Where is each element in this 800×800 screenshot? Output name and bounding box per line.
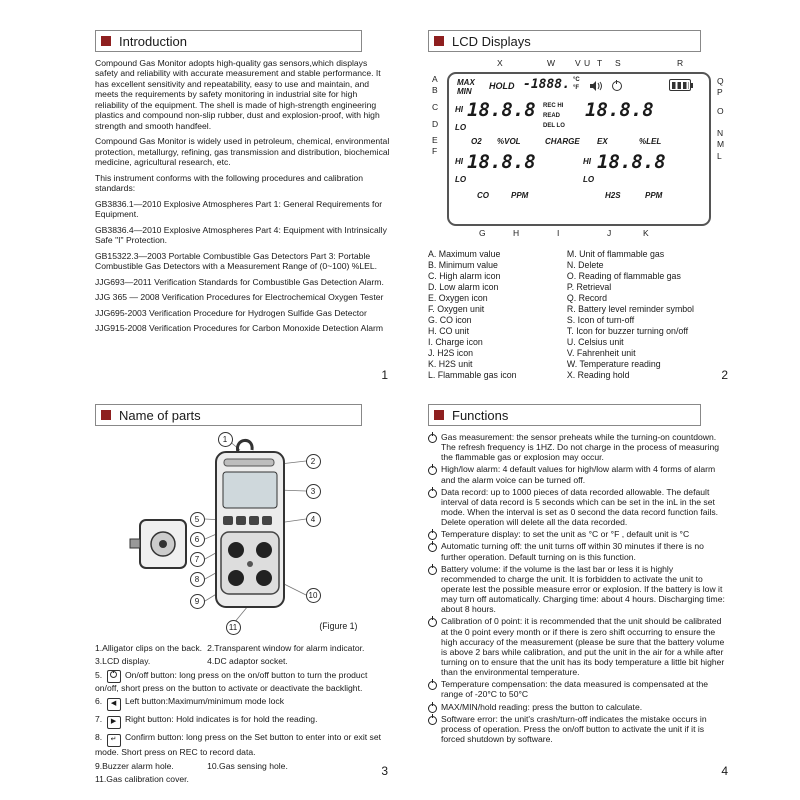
callout-number: 9 <box>190 594 205 609</box>
page-introduction <box>95 30 390 382</box>
function-item <box>428 487 730 528</box>
low-alarm-icon: LO <box>455 123 467 132</box>
function-text: Temperature display: to set the unit as °C or °F , default unit is °C <box>441 529 690 540</box>
callout-number: 8 <box>190 572 205 587</box>
callout-letter: V <box>575 58 581 68</box>
page-number: 2 <box>721 368 728 382</box>
function-text: Software error: the unit's crash/turn-off indicates the mistake occurs in process of operation. Press the on/off button to activate the unit if it is forced shutdown by software. <box>441 713 707 744</box>
flammable-gas-icon: EX <box>597 137 608 146</box>
legend-item: C. High alarm icon <box>428 271 501 281</box>
part-text: 1.Alligator clips on the back. <box>95 643 203 653</box>
section-header <box>95 30 362 52</box>
part-number: 5. <box>95 669 103 680</box>
callout-letter: O <box>717 106 724 116</box>
paragraph: JJG693—2011 Verification Standards for Combustible Gas Detection Alarm. <box>95 276 384 287</box>
power-bullet-icon <box>428 566 437 575</box>
callout-letter: F <box>432 146 438 156</box>
callout-letter: H <box>513 228 520 238</box>
legend-row <box>428 359 730 370</box>
function-text: Gas measurement: the sensor preheats while the turning-on countdown. The refresh frequency is 1HZ. Do not charge in the process of measuring the flammable gas or explosion may occur. <box>441 432 720 463</box>
callout-letter: T <box>597 58 603 68</box>
section-title: Introduction <box>119 33 187 49</box>
legend-row <box>428 315 730 326</box>
callout-letter: D <box>432 119 439 129</box>
buzzer-icon <box>590 79 604 97</box>
callout-number: 10 <box>306 588 321 603</box>
part-item-row <box>95 774 390 784</box>
legend-item: J. H2S icon <box>428 348 473 358</box>
function-item <box>428 564 730 615</box>
function-text: Temperature compensation: the data measured is compensated at the range of -20°C to 50°C <box>441 679 709 700</box>
part-text: 9.Buzzer alarm hole. <box>95 760 174 771</box>
legend-item: B. Minimum value <box>428 260 498 270</box>
function-text: Data record: up to 1000 pieces of data recorded allowable. The default interval of data record is 5 seconds which can be set in the inL in the set mode. When the interval is set as 0 second the data record function fails. Delete operation will delete all the data recorded. <box>441 486 719 528</box>
section-title: Functions <box>452 407 509 423</box>
legend-row <box>428 249 730 260</box>
high-alarm-icon: HI <box>455 105 463 114</box>
part-item-row <box>95 761 390 771</box>
callout-letter: N <box>717 128 724 138</box>
function-item <box>428 541 730 561</box>
function-item <box>428 529 730 539</box>
callout-letter: C <box>432 102 439 112</box>
high-alarm-icon: HI <box>455 157 463 166</box>
legend-row <box>428 260 730 271</box>
left-arrow-icon: ◀ <box>107 698 121 711</box>
rec-hi-indicator: REC HI <box>543 103 564 109</box>
callout-letter: J <box>607 228 612 238</box>
callout-number: 3 <box>306 484 321 499</box>
read-indicator: READ <box>543 113 561 119</box>
function-item <box>428 702 730 712</box>
function-item <box>428 464 730 484</box>
section-marker <box>434 410 444 420</box>
callout-letter: Q <box>717 76 724 86</box>
callout-letter: E <box>432 135 438 145</box>
h2s-icon: H2S <box>605 191 621 200</box>
legend-item: H. CO unit <box>428 326 470 336</box>
charge-indicator: CHARGE <box>545 137 580 146</box>
oxygen-reading: 18.8.8 <box>467 99 536 121</box>
callout-letter: X <box>497 58 503 68</box>
flammable-reading: 18.8.8 <box>585 99 654 121</box>
legend-row <box>428 326 730 337</box>
legend-item: P. Retrieval <box>566 282 612 292</box>
min-indicator: MIN <box>457 87 472 96</box>
section-title: Name of parts <box>119 407 201 423</box>
section-header <box>428 30 701 52</box>
co-reading: 18.8.8 <box>467 151 536 173</box>
figure-caption: (Figure 1) <box>319 621 358 631</box>
part-text <box>207 774 390 784</box>
legend-item: K. H2S unit <box>428 359 473 369</box>
page-number: 3 <box>381 764 388 778</box>
part-text: On/off button: long press on the on/off button to turn the product on/off, short press on the button to activate or deactivate the backlight. <box>95 669 368 693</box>
paragraph: JJG915-2008 Verification Procedures for Carbon Monoxide Detection Alarm <box>95 323 384 334</box>
paragraph: GB3836.1—2010 Explosive Atmospheres Part 1: General Requirements for Equipment. <box>95 198 383 220</box>
parts-list <box>95 643 390 785</box>
section-marker <box>101 36 111 46</box>
part-number: 7. <box>95 714 103 725</box>
page-functions <box>428 404 730 778</box>
power-bullet-icon <box>428 466 437 475</box>
part-text: Confirm button: long press on the Set button to enter into or exit set mode. Short press on REC to record data. <box>95 732 382 758</box>
function-text: High/low alarm: 4 default values for high/low alarm with 4 forms of alarm and the alarm voice can be turned off. <box>441 464 716 485</box>
part-item <box>95 696 390 711</box>
callout-letter: R <box>677 58 684 68</box>
legend-item: F. Oxygen unit <box>428 304 485 314</box>
lcd-panel <box>447 72 711 226</box>
paragraph: This instrument conforms with the following procedures and calibration standards: <box>95 172 363 194</box>
legend-row <box>428 293 730 304</box>
oxygen-icon: O2 <box>471 137 482 146</box>
callout-letter: P <box>717 87 723 97</box>
section-marker <box>434 36 444 46</box>
paragraph: JJG 365 — 2008 Verification Procedures for Electrochemical Oxygen Tester <box>95 292 384 303</box>
legend-item: E. Oxygen icon <box>428 293 488 303</box>
callout-letter: U <box>584 58 591 68</box>
power-bullet-icon <box>428 704 437 713</box>
callout-number: 4 <box>306 512 321 527</box>
celsius-unit: °C <box>573 77 580 83</box>
part-number: 8. <box>95 732 103 743</box>
paragraph: GB3836.4—2010 Explosive Atmospheres Part 4: Equipment with Intrinsically Safe "I" Protection. <box>95 224 387 246</box>
part-item-row <box>95 656 390 666</box>
callout-number: 7 <box>190 552 205 567</box>
flammable-unit: %LEL <box>639 137 662 146</box>
function-item <box>428 616 730 677</box>
part-number: 6. <box>95 696 103 707</box>
enter-icon: ↵ <box>107 734 121 747</box>
part-text: 11.Gas calibration cover. <box>95 774 189 785</box>
part-item <box>95 732 390 757</box>
callout-letter: G <box>479 228 486 238</box>
callout-letter: K <box>643 228 649 238</box>
function-text: Calibration of 0 point: it is recommended that the unit should be calibrated at the 0 point every month or if there is zero shift occurring to ensure the high accuracy of the measurement (please be sure that the battery volume is above 2 bars while calibration, and put the unit in the air for a while after turning on to ensure that the unit has its body temperature a little bit higher than the environmental temperature. <box>441 616 725 678</box>
function-text: MAX/MIN/hold reading: press the button to calculate. <box>441 701 643 712</box>
oxygen-unit: %VOL <box>497 137 521 146</box>
section-header <box>428 404 701 426</box>
part-text: 3.LCD display. <box>95 656 151 667</box>
callout-number: 1 <box>218 432 233 447</box>
lcd-diagram <box>429 58 729 244</box>
page-name-of-parts <box>95 404 390 785</box>
power-bullet-icon <box>428 543 437 552</box>
paragraph: Compound Gas Monitor adopts high-quality gas sensors,which displays safety and reliability with accurate measurement and stable performance. It has excellent sensitivity and repeatability, easy to use and maintain, and meets the requirements by safety monitoring in industrial site for high reliability of the equipment. The shell is made of high-strength engineering plastics and compound non-slip rubber, dust and explosion-proof, with high strength and smooth handfeel. <box>95 58 381 131</box>
legend-row <box>428 370 730 381</box>
paragraph: JJG695-2003 Verification Procedure for Hydrogen Sulfide Gas Detector <box>95 307 367 318</box>
legend-item: I. Charge icon <box>428 337 483 347</box>
legend-item: O. Reading of flammable gas <box>566 271 681 281</box>
legend-item: M. Unit of flammable gas <box>566 249 665 259</box>
device-figure <box>128 432 358 637</box>
right-arrow-icon: ▶ <box>107 716 121 729</box>
legend-item: V. Fahrenheit unit <box>566 348 636 358</box>
legend-row <box>428 271 730 282</box>
legend-item: Q. Record <box>566 293 607 303</box>
part-text: Left button:Maximum/minimum mode lock <box>124 696 284 707</box>
callout-number: 2 <box>306 454 321 469</box>
legend-row <box>428 282 730 293</box>
callout-number: 11 <box>226 620 241 635</box>
part-text: 4.DC adaptor socket. <box>207 656 288 667</box>
turn-off-icon <box>612 81 622 91</box>
co-unit: PPM <box>511 191 529 200</box>
power-glyph <box>110 671 117 678</box>
legend-item: W. Temperature reading <box>566 359 661 369</box>
legend-item: U. Celsius unit <box>566 337 624 347</box>
power-bullet-icon <box>428 618 437 627</box>
co-icon: CO <box>477 191 489 200</box>
legend-item: A. Maximum value <box>428 249 501 259</box>
legend-item: S. Icon of turn-off <box>566 315 635 325</box>
part-text: 10.Gas sensing hole. <box>207 760 288 771</box>
legend-row <box>428 304 730 315</box>
device-illustration <box>128 432 358 637</box>
callout-letter: I <box>557 228 560 238</box>
page-number: 1 <box>381 368 388 382</box>
fahrenheit-unit: °F <box>573 85 580 91</box>
callout-letter: W <box>547 58 556 68</box>
power-bullet-icon <box>428 716 437 725</box>
callout-letter: M <box>717 139 725 149</box>
power-bullet-icon <box>428 489 437 498</box>
high-alarm-icon: HI <box>583 157 591 166</box>
part-text: Right button: Hold indicates is for hold the reading. <box>124 714 318 725</box>
page-lcd-displays <box>428 30 730 382</box>
lcd-legend <box>428 249 730 381</box>
function-text: Automatic turning off: the unit turns off within 30 minutes if there is no further operation. Default turning on is this function. <box>441 541 704 562</box>
function-item <box>428 432 730 462</box>
h2s-unit: PPM <box>645 191 663 200</box>
callout-letter: A <box>432 74 438 84</box>
page-number: 4 <box>721 764 728 778</box>
power-bullet-icon <box>428 681 437 690</box>
legend-row <box>428 348 730 359</box>
function-item <box>428 714 730 744</box>
legend-item: X. Reading hold <box>566 370 630 380</box>
max-indicator: MAX <box>457 78 475 87</box>
section-marker <box>101 410 111 420</box>
paragraph: Compound Gas Monitor is widely used in petroleum, chemical, environmental protection, metallurgy, refining, gas transmission and distribution, biochemical medicine, agricultural research, etc. <box>95 136 390 168</box>
power-bullet-icon <box>428 434 437 443</box>
legend-row <box>428 337 730 348</box>
callout-number: 5 <box>190 512 205 527</box>
battery-bars <box>672 82 689 89</box>
function-item <box>428 679 730 699</box>
paragraph: GB15322.3—2003 Portable Combustible Gas Detectors Part 3: Portable Combustible Gas Detectors with a Measurement Range of (0~100) %LEL. <box>95 250 378 272</box>
legend-item: G. CO icon <box>428 315 472 325</box>
function-text: Battery volume: if the volume is the last bar or less it is highly recommended to charge the unit. It is forbidden to activate the unit to operate lest the possible measure error or explosion. If the battery is low it may turn off automatically. Charging time: about 4 hours. Discharging time: about 8 hours. <box>441 563 725 615</box>
section-header <box>95 404 362 426</box>
part-item <box>95 670 390 693</box>
part-text: 2.Transparent window for alarm indicator. <box>207 643 365 653</box>
power-icon <box>107 670 121 683</box>
callout-letter: S <box>615 58 621 68</box>
callout-letter: L <box>717 151 722 161</box>
low-alarm-icon: LO <box>583 175 595 184</box>
legend-item: L. Flammable gas icon <box>428 370 517 380</box>
legend-item: T. Icon for buzzer turning on/off <box>566 326 689 336</box>
callout-letter: B <box>432 85 438 95</box>
del-lo-indicator: DEL LO <box>543 123 565 129</box>
part-item <box>95 714 390 729</box>
h2s-reading: 18.8.8 <box>597 151 666 173</box>
legend-item: D. Low alarm icon <box>428 282 499 292</box>
hold-indicator: HOLD <box>489 81 515 91</box>
legend-item: N. Delete <box>566 260 604 270</box>
section-title: LCD Displays <box>452 33 531 49</box>
callout-number: 6 <box>190 532 205 547</box>
low-alarm-icon: LO <box>455 175 467 184</box>
power-bullet-icon <box>428 531 437 540</box>
part-item-row <box>95 643 390 653</box>
battery-icon <box>669 79 691 91</box>
legend-item: R. Battery level reminder symbol <box>566 304 695 314</box>
temperature-reading: -1888. <box>523 77 570 92</box>
